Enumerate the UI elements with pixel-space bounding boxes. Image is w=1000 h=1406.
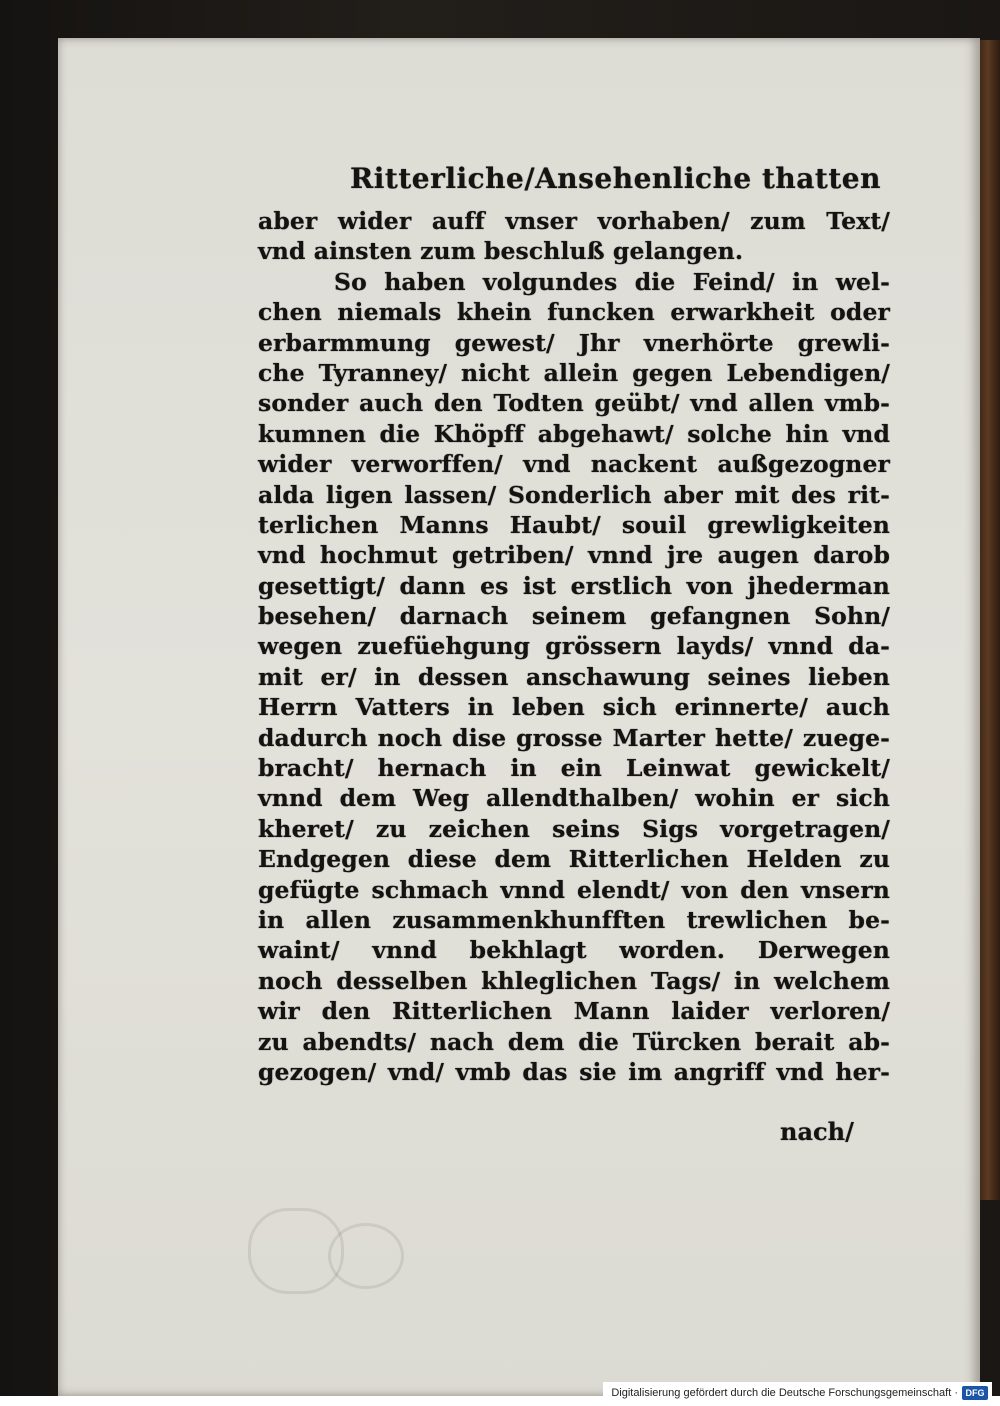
- show-through-mark: [328, 1223, 404, 1289]
- text-line: sonder auch den Todten geübt/ vnd allen vmb-: [258, 389, 890, 418]
- text-line: che Tyranney/ nicht allein gegen Lebendigen/: [258, 358, 890, 387]
- text-line: wegen zuefüehgung grössern layds/ vnnd da-: [258, 632, 890, 661]
- text-line: zu abendts/ nach dem die Türcken berait ab-: [258, 1027, 890, 1056]
- text-line: vnd ainsten zum beschluß gelangen.: [258, 237, 744, 266]
- running-head: Ritterliche/Ansehenliche thatten: [350, 162, 881, 195]
- text-line: vnnd dem Weg allendthalben/ wohin er sich: [258, 784, 890, 813]
- text-lines: [258, 206, 890, 1087]
- text-line: noch desselben khleglichen Tags/ in welchem: [258, 966, 890, 995]
- text-line: terlichen Manns Haubt/ souil grewligkeiten: [258, 510, 890, 539]
- book-binding-edge: [978, 40, 1000, 1200]
- text-line: gesettigt/ dann es ist erstlich von jhederman: [258, 571, 890, 600]
- text-line: kheret/ zu zeichen seins Sigs vorgetragen/: [258, 814, 890, 843]
- text-line: waint/ vnnd bekhlagt worden. Derwegen: [258, 936, 890, 965]
- text-line: wider verworffen/ vnd nackent außgezogner: [258, 450, 890, 479]
- digitization-credit: [603, 1382, 992, 1404]
- dfg-logo-icon: DFG: [962, 1386, 988, 1400]
- text-line: in allen zusammenkhunfften trewlichen be-: [258, 905, 890, 934]
- text-line: gezogen/ vnd/ vmb das sie im angriff vnd her-: [258, 1057, 890, 1086]
- credit-text: Digitalisierung gefördert durch die Deutsche Forschungsgemeinschaft ·: [611, 1387, 958, 1399]
- text-line: Endgegen diese dem Ritterlichen Helden zu: [258, 845, 890, 874]
- text-line: wir den Ritterlichen Mann laider verloren/: [258, 997, 890, 1026]
- text-line: aber wider auff vnser vorhaben/ zum Text/: [258, 207, 890, 235]
- catchword: nach/: [780, 1117, 854, 1146]
- text-line: vnd hochmut getriben/ vnnd jre augen darob: [258, 541, 890, 570]
- text-line: kumnen die Khöpff abgehawt/ solche hin vnd: [258, 419, 890, 448]
- text-line: erbarmmung gewest/ Jhr vnerhörte grewli-: [258, 328, 890, 357]
- text-line: bracht/ hernach in ein Leinwat gewickelt/: [258, 754, 890, 783]
- text-line: Herrn Vatters in leben sich erinnerte/ auch: [258, 693, 890, 722]
- text-line: alda ligen lassen/ Sonderlich aber mit des rit-: [258, 480, 890, 509]
- text-line: chen niemals khein funcken erwarkheit oder: [258, 298, 890, 327]
- text-line: mit er/ in dessen anschawung seines lieben: [258, 662, 890, 691]
- text-line: dadurch noch dise grosse Marter hette/ zuege-: [258, 723, 890, 752]
- text-line: gefügte schmach vnnd elendt/ von den vnsern: [258, 875, 890, 904]
- text-line: So haben volgundes die Feind/ in wel-: [334, 267, 890, 296]
- text-line: besehen/ darnach seinem gefangnen Sohn/: [258, 602, 890, 631]
